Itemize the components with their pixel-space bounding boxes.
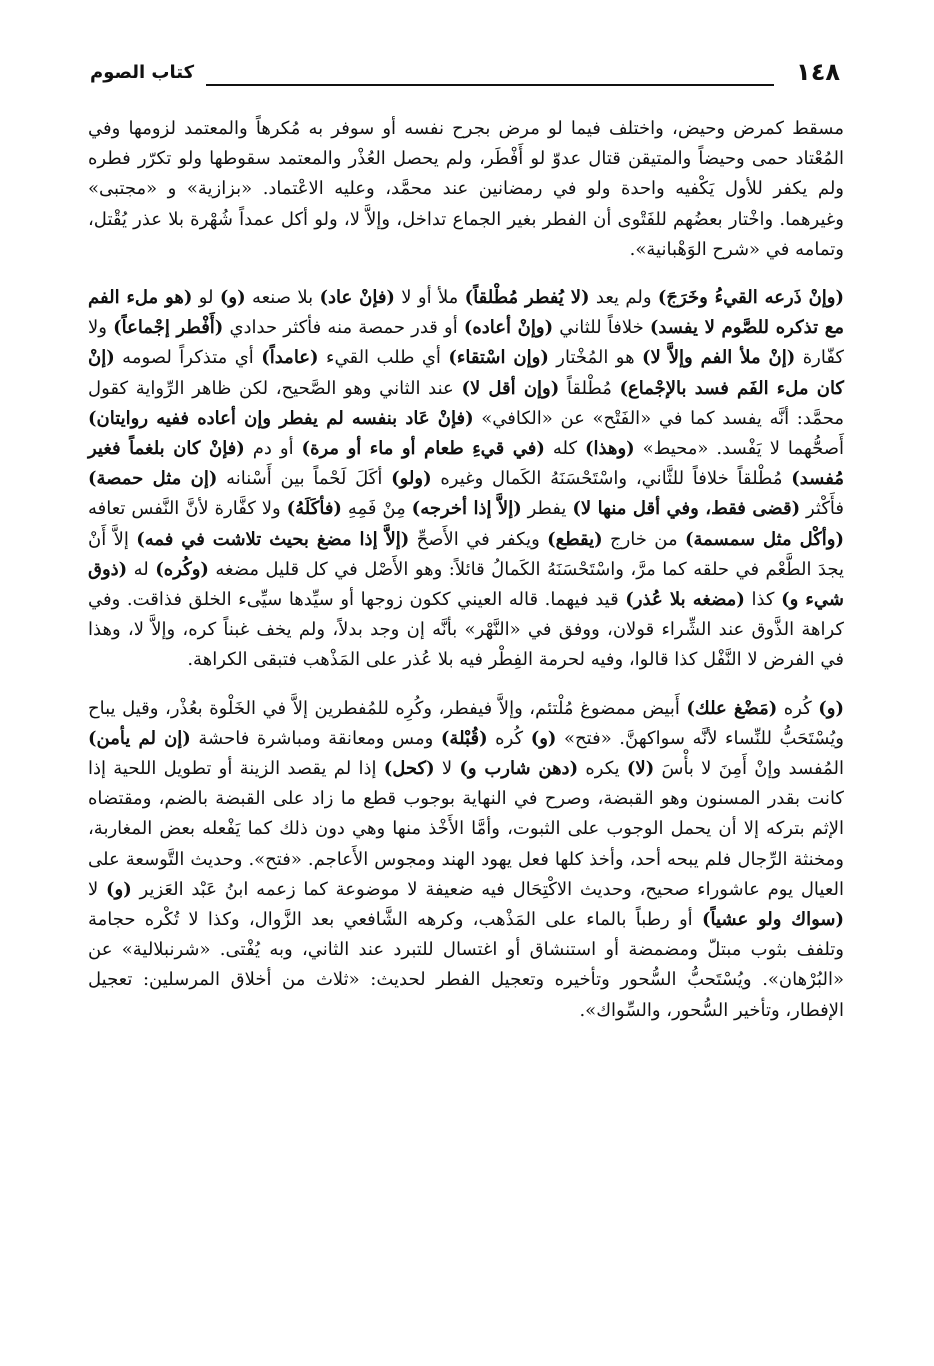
sharh-segment: مُطْلقاً — [559, 377, 620, 399]
running-title: كتاب الصوم — [90, 62, 195, 83]
matn-segment: (وإنْ أعاده) — [463, 317, 554, 339]
matn-segment: (قُبْلة) — [440, 727, 488, 749]
sharh-segment: يفطر — [521, 498, 573, 520]
matn-segment: (إن لم يأمن) — [88, 727, 191, 749]
sharh-segment: له — [127, 558, 156, 580]
sharh-segment: أو رطباً بالماء على المَذْهب، وكرهه الشَّافعي بعد الزَّوال، وكذا لا تُكْره حجامة وتلفف بثوب مبتلّ ومضمضة أو استنشاق أو اغتسال للتبرد عند الثاني، وبه يُفْتى. «شرنبلالية» عن «البُرْهان». ويُسْتَحبُّ السُّحور وتأخيره وتعجيل الفطر لحديث: «ثلاث من أخلاق المرسلين: تعجيل الإفطار، وتأخير السُّحور، والسِّواك». — [88, 909, 844, 1021]
matn-segment: (فإنْ عَاد بنفسه لم يفطر وإن أعاده ففيه روايتان) — [88, 407, 474, 429]
sharh-segment: خلافاً للثاني — [553, 317, 650, 339]
sharh-segment: المُفسد وإنْ أَمِنَ لا بأْسَ — [654, 758, 844, 780]
matn-segment: (فإنْ كان بلغماً فغير مُفسد) — [88, 438, 844, 490]
paragraph-2 — [88, 283, 844, 676]
book-page — [88, 48, 844, 1328]
sharh-segment: كُره — [487, 727, 531, 749]
matn-segment: (لا) — [626, 758, 655, 780]
sharh-segment: إلاَّ أَنْ يجدَ الطَّعْم في حلقه كما مرَّ، واسْتَحْسَنَهُ الكَمالُ قائلاً: وهو الأَصْل في كل قليل مضغه — [88, 528, 844, 580]
sharh-segment: كذا — [744, 589, 782, 611]
sharh-segment: ويكفر في الأَصحِّ — [409, 528, 548, 550]
sharh-segment: يكره — [578, 758, 627, 780]
matn-segment: (إنْ كان ملء الفَم فسد بالإجْماع) — [88, 347, 844, 399]
page-header — [88, 48, 844, 92]
page-number: ١٤٨ — [796, 58, 840, 86]
matn-segment: (ولو) — [391, 468, 432, 490]
header-rule — [206, 84, 774, 86]
sharh-segment: أي طلب القيء — [318, 347, 449, 369]
matn-segment: (أَفْطر إجْماعاً) — [113, 317, 224, 339]
sharh-segment: أو قدر حمصة منه فأكثر حدادي — [223, 317, 464, 339]
sharh-segment: فأَكْثر — [800, 498, 845, 520]
matn-segment: (إن مثل حمصة) — [88, 468, 218, 490]
matn-segment: (فإنْ عاد) — [319, 287, 395, 309]
matn-segment: (إنْ ملأ الفم وإلاَّ لا) — [642, 347, 796, 369]
matn-segment: (وأكْل مثل سمسمة) — [684, 528, 845, 550]
matn-segment: (فأكَلَهُ) — [286, 498, 342, 520]
matn-segment: (و) — [818, 697, 844, 719]
matn-segment: (وكُره) — [155, 558, 209, 580]
sharh-segment: إذا لم يقصد الزينة أو تطويل اللحية إذا كانت بقدر المسنون وهو القبضة، وصرح في النهاية بوجوب قطع ما زاد على القبضة بالضم، ومقتضاه الإثم بتركه إلا أن يحمل الوجوب على الثبوت، وأمَّا الأَخْذ منها وهي دون ذلك كما يَفْعله بعض المغاربة، ومخنثة الرِّجال فلم يبحه أحد، وأخذ كلها فعل يهود الهند ومجوس الأَعاجم. «فتح». وحديث التَّوسعة على العيال يوم عاشوراء صحيح، وحديث الاكْتِحَال فيه ضعيفة لا موضوعة كما زعمه ابنُ عَبْد العَزير — [88, 758, 844, 900]
matn-segment: (و) — [219, 287, 246, 309]
matn-segment: (كحل) — [383, 758, 435, 780]
matn-segment: (وهذا) — [585, 438, 635, 460]
body-text — [88, 114, 844, 1026]
paragraph-1 — [88, 114, 844, 265]
sharh-segment: أَصحُّهما لا يَفْسد. «محيط» — [634, 438, 845, 460]
matn-segment: (دهن شارب و) — [459, 758, 579, 780]
sharh-segment: أي متذكراً لصومه — [114, 347, 262, 369]
matn-segment: (إلاَّ إذا أخرجه) — [411, 498, 522, 520]
paragraph-1-text: مسقط كمرض وحيض، واختلف فيما لو مرض بجرح نفسه أو سوفر به مُكرهاً والمعتمد لزومها وفي المُعْتاد حمى وحيضاً والمتيقن قتال عدوّ لو أَفْطَر، ولم يحصل العُذْر والمعتمد سقوطها ولو تكرّر فطره ولم يكفر للأول يَكْفيه واحدة ولو في رمضانين عند محمَّد، وعليه الاعْتماد. «بزازية» و «مجتبى» وغيرهما. واخْتار بعضُهم للفَتْوى أن الفطر بغير الجماع تداخل، وإلاَّ لا، ولو أكل عمداً شُهْرة بلا عذر يُقْتل، وتمامه في «شرح الوَهْبانية». — [88, 118, 844, 260]
sharh-segment: أو دم — [244, 438, 302, 460]
sharh-segment: هو المُخْتار — [548, 347, 643, 369]
sharh-segment: أَبيض ممضوغ مُلْتئم، وإلاَّ فيفطر، وكُرِه للمُفطرين إلاَّ في الخَلْوة بعُذْر، وقيل يباح ويُسْتَحَبُّ للنِّساء لأنَّه سواكهنَّ. «فتح» — [88, 697, 844, 749]
paragraph-3 — [88, 694, 844, 1026]
sharh-segment: من خارج — [602, 528, 685, 550]
sharh-segment: ولا كفّارة — [88, 317, 844, 369]
sharh-segment: لا — [88, 878, 107, 900]
matn-segment: (مضغه بلا عُذر) — [625, 589, 745, 611]
matn-segment: (لا يُفطر مُطْلقاً) — [464, 287, 590, 309]
matn-segment: (و) — [530, 727, 557, 749]
matn-segment: (سواك ولو عشياً) — [701, 909, 844, 931]
sharh-segment: ومس ومعانقة ومباشرة فاحشة — [190, 727, 441, 749]
sharh-segment: مُطْلقاً خلافاً للثَّاني، واسْتَحْسَنَهُ الكَمال وغيره — [431, 468, 792, 490]
matn-segment: (عامداً) — [261, 347, 319, 369]
sharh-segment: عند الثاني وهو الصَّحيح، لكن ظاهر الرِّواية كقول محمَّد: أنَّه يفسد كما في «الفَتْح» عن «الكافي» — [88, 377, 844, 429]
matn-segment: (في قيءِ طعام أو ماء أو مرة) — [301, 438, 545, 460]
sharh-segment: قيد فيهما. قاله العيني ككون زوجها أو سيِّدها سيِّىء الخلق فذاقت. وفي كراهة الذَّوق عند الشِّراء قولان، ووفق في «النَّهْر» بأنَّه إن وجد بدلاً، ولم يخف غبناً كره، وإلاَّ لا، وهذا في الفرض لا النَّفْل كذا قالوا، وفيه لحرمة الفِطْر فيه بلا عُذر على المَذْهب فتبقى الكراهة. — [88, 589, 844, 671]
sharh-segment: لو — [192, 287, 220, 309]
matn-segment: (وإنْ ذَرعه القيءُ وخَرَجَ) — [657, 287, 845, 309]
sharh-segment: بلا صنعه — [245, 287, 320, 309]
sharh-segment: أكَلَ لَحْماً بين أَسْنانه — [217, 468, 392, 490]
matn-segment: (قضى فقط، وفي أقل منها لا) — [572, 498, 801, 520]
sharh-segment: ولا كفَّارة لأنَّ النَّفس تعافه — [88, 498, 287, 520]
matn-segment: (و) — [106, 878, 132, 900]
sharh-segment: مِنْ فَمِهِ — [341, 498, 412, 520]
sharh-segment: لا — [434, 758, 460, 780]
matn-segment: (مَضْغ علك) — [686, 697, 778, 719]
matn-segment: (إلاَّ إذا مضغ بحيث تلاشت في فمه) — [136, 528, 410, 550]
matn-segment: (وإن اسْتقاء) — [448, 347, 549, 369]
matn-segment: (يقطع) — [547, 528, 603, 550]
sharh-segment: كُره — [777, 697, 819, 719]
matn-segment: (ذوق شيء و) — [88, 558, 844, 611]
sharh-segment: ولم يعد — [589, 287, 658, 309]
matn-segment: (هو ملء الفم مع تذكره للصَّوم لا يفسد) — [88, 287, 844, 339]
matn-segment: (وإن أقل لا) — [461, 377, 560, 399]
sharh-segment: كله — [544, 438, 586, 460]
sharh-segment: ملأ أو لا — [394, 287, 465, 309]
